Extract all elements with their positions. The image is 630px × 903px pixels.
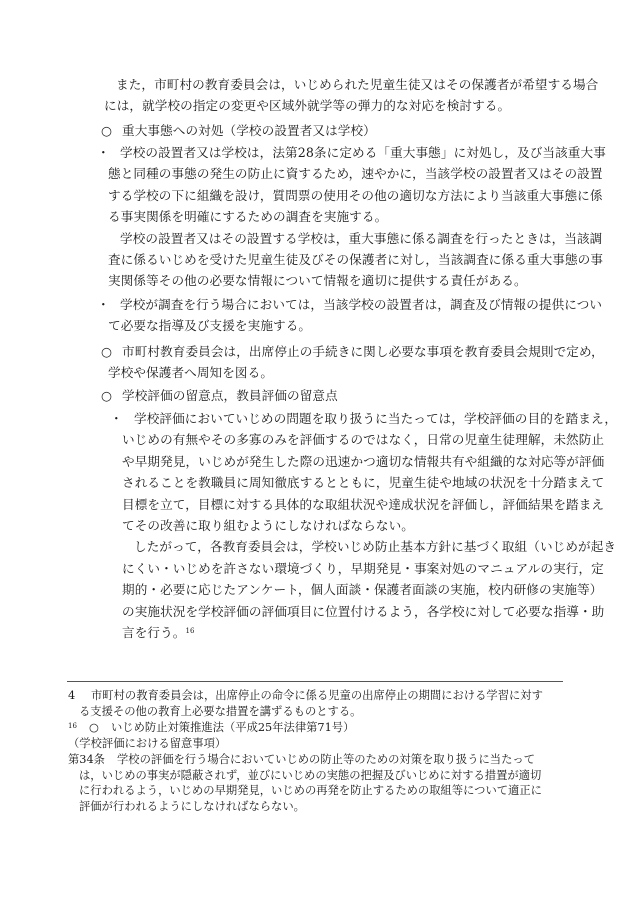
footnote-line: 市町村の教育委員会は，出席停止の命令に係る児童の出席停止の期間における学習に対す — [91, 689, 543, 702]
text-line: て必要な指導及び支援を実施する。 — [108, 318, 312, 334]
text-line: 学校や保護者へ周知を図る。 — [108, 365, 274, 381]
text-line: 実関係等その他の必要な情報について情報を適切に提供する責任がある。 — [108, 273, 527, 289]
text-line: 査に係るいじめを受けた児童生徒及びその保護者に対し，当該調査に係る重大事態の事 — [108, 252, 604, 268]
text-line: る事実関係を明確にするための調査を実施する。 — [108, 209, 388, 225]
text-line: されることを教職員に周知徹底するとともに，児童生徒や地域の状況を十分踏まえて — [122, 475, 605, 491]
section-marker: ○ — [101, 344, 112, 359]
footnote-line: る支援その他の教育上必要な措置を講ずるものとする。 — [79, 704, 362, 718]
footnote-ref[interactable]: 16 — [185, 627, 195, 636]
text-line: 市町村教育委員会は，出席停止の手続きに関し必要な事項を教育委員会規則で定め， — [122, 344, 604, 359]
text-line: いじめの有無やその多寡のみを評価するのではなく，日常の児童生徒理解，未然防止 — [122, 432, 605, 448]
text-line: 学校が調査を行う場合においては，当該学校の設置者は，調査及び情報の提供につい — [120, 297, 603, 312]
article-line: 学校の評価を行う場合においていじめの防止等のための対策を取り扱うに当たって — [117, 753, 535, 766]
bullet-marker: ・ — [97, 145, 110, 160]
text-line: 学校の設置者又は学校は，法第28条に定める「重大事態」に対処し，及び当該重大事 — [120, 145, 606, 160]
intro-line: には，就学校の指定の変更や区域外就学等の弾力的な対応を検討する。 — [104, 98, 511, 114]
text-line: 態と同種の事態の発生の防止に資するため，速やかに，当該学校の設置者又はその設置 — [108, 166, 603, 182]
article-line: に行われるよう，いじめの早期発見，いじめの再発を防止するための取組等について適正に — [79, 784, 542, 798]
footnote-16-text: いじめ防止対策推進法（平成25年法律第71号） — [111, 721, 355, 734]
text-line: 期的・必要に応じたアンケート，個人面談・保護者面談の実施，校内研修の実施等） — [122, 582, 603, 598]
text-line: てその改善に取り組むようにしなければならない。 — [122, 518, 414, 534]
section-heading: 学校評価の留意点，教員評価の留意点 — [122, 388, 338, 403]
article-34 — [79, 752, 542, 814]
article-line: は，いじめの事実が隠蔽されず，並びにいじめの実態の把握及びいじめに対する措置が適切 — [79, 768, 542, 782]
eval-bullet-paragraph — [122, 408, 617, 643]
text-line: 学校の設置者又はその設置する学校は，重大事態に係る調査を行ったときは，当該調 — [120, 230, 603, 246]
serious-bullet-paragraph — [108, 142, 606, 292]
text-line: 学校評価においていじめの問題を取り扱うに当たっては，学校評価の目的を踏まえ， — [134, 411, 618, 426]
bullet-marker: ・ — [110, 411, 123, 426]
text-line: する学校の下に組織を設け，質問票の使用その他の適切な方法により当該重大事態に係 — [108, 187, 603, 203]
section-heading: 重大事態への対処（学校の設置者又は学校） — [122, 123, 376, 138]
footnote-marker: ○ — [89, 721, 99, 734]
intro-paragraph — [104, 74, 599, 117]
footnote-divider — [67, 681, 563, 682]
article-line: 評価が行われるようにしなければならない。 — [79, 799, 305, 813]
section-marker: ○ — [101, 388, 112, 403]
footnote-number — [68, 720, 77, 736]
footnote-number: 4 — [68, 689, 76, 702]
text-line: にくい・いじめを許さない環境づくり，早期発見・事案対処のマニュアルの実行，定 — [122, 560, 604, 576]
section-marker: ○ — [101, 123, 112, 138]
article-label: 第34条 — [68, 753, 105, 766]
article-caption: （学校評価における留意事項） — [68, 737, 227, 750]
serious-bullet2-paragraph — [108, 294, 602, 337]
intro-line: また，市町村の教育委員会は，いじめられた児童生徒又はその保護者が希望する場合 — [116, 77, 599, 92]
footnote-16-number: 16 — [68, 722, 77, 730]
text-line: 目標を立て，目標に対する具体的な取組状況や達成状況を評価し，評価結果を踏まえ — [122, 496, 605, 512]
footnote-4 — [79, 688, 543, 719]
bullet-marker: ・ — [97, 297, 110, 312]
text-line: の実施状況を学校評価の評価項目に位置付けるよう，各学校に対して必要な指導・助 — [122, 603, 605, 619]
last-line-text: 言を行う。 — [122, 625, 186, 641]
suspension-paragraph — [108, 341, 604, 384]
text-line: したがって，各教育委員会は，学校いじめ防止基本方針に基づく取組（いじめが起き — [134, 539, 617, 555]
text-line — [122, 622, 617, 643]
text-line: や早期発見，いじめが発生した際の迅速かつ適切な情報共有や組織的な対応等が評価 — [122, 453, 605, 469]
